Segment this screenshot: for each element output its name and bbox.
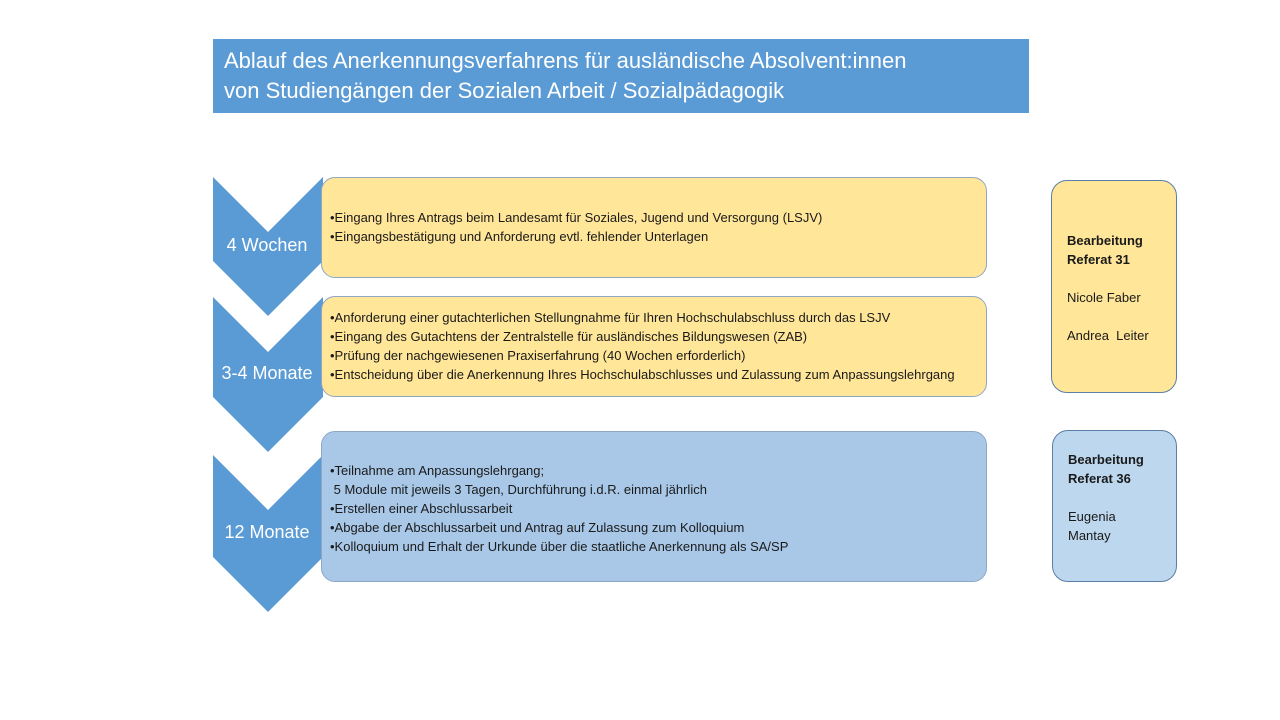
contact-heading-line-1: Bearbeitung bbox=[1067, 233, 1143, 248]
list-item: •Entscheidung über die Anerkennung Ihres Hochschulabschlusses und Zulassung zum Anpassungslehrgang bbox=[330, 367, 955, 382]
title-line-2: von Studiengängen der Sozialen Arbeit / Sozialpädagogik bbox=[224, 78, 785, 103]
list-item: •Kolloquium und Erhalt der Urkunde über die staatliche Anerkennung als SA/SP bbox=[330, 539, 789, 554]
contact-box-referat-36 bbox=[1052, 430, 1177, 582]
duration-label-step-2: 3-4 Monate bbox=[221, 363, 313, 383]
list-item: •Eingangsbestätigung und Anforderung evtl. fehlender Unterlagen bbox=[330, 229, 709, 244]
title-line-1: Ablauf des Anerkennungsverfahrens für ausländische Absolvent:innen bbox=[224, 48, 907, 73]
list-item: •Prüfung der nachgewiesenen Praxiserfahrung (40 Wochen erforderlich) bbox=[330, 348, 746, 363]
contact-name: Andrea Leiter bbox=[1067, 328, 1149, 343]
list-item: •Teilnahme am Anpassungslehrgang; bbox=[330, 463, 545, 478]
contact-box-referat-31 bbox=[1051, 180, 1177, 393]
contact-heading-line-2: Referat 31 bbox=[1067, 252, 1130, 267]
step-2-details bbox=[321, 296, 987, 397]
duration-label-step-3: 12 Monate bbox=[224, 522, 310, 542]
contact-name: Eugenia bbox=[1068, 509, 1116, 524]
list-item: 5 Module mit jeweils 3 Tagen, Durchführung i.d.R. einmal jährlich bbox=[330, 482, 707, 497]
duration-label-step-1: 4 Wochen bbox=[226, 235, 308, 255]
contact-heading-line-1: Bearbeitung bbox=[1068, 452, 1144, 467]
list-item: •Eingang des Gutachtens der Zentralstelle für ausländisches Bildungswesen (ZAB) bbox=[330, 329, 808, 344]
contact-name: Nicole Faber bbox=[1067, 290, 1141, 305]
list-item: •Erstellen einer Abschlussarbeit bbox=[330, 501, 513, 516]
contact-heading-line-2: Referat 36 bbox=[1068, 471, 1131, 486]
list-item: •Abgabe der Abschlussarbeit und Antrag auf Zulassung zum Kolloquium bbox=[330, 520, 745, 535]
contact-name: Mantay bbox=[1068, 528, 1111, 543]
step-3-details bbox=[321, 431, 987, 582]
list-item: •Eingang Ihres Antrags beim Landesamt für Soziales, Jugend und Versorgung (LSJV) bbox=[330, 210, 823, 225]
list-item: •Anforderung einer gutachterlichen Stellungnahme für Ihren Hochschulabschluss durch das LSJV bbox=[330, 310, 891, 325]
step-1-details bbox=[321, 177, 987, 278]
